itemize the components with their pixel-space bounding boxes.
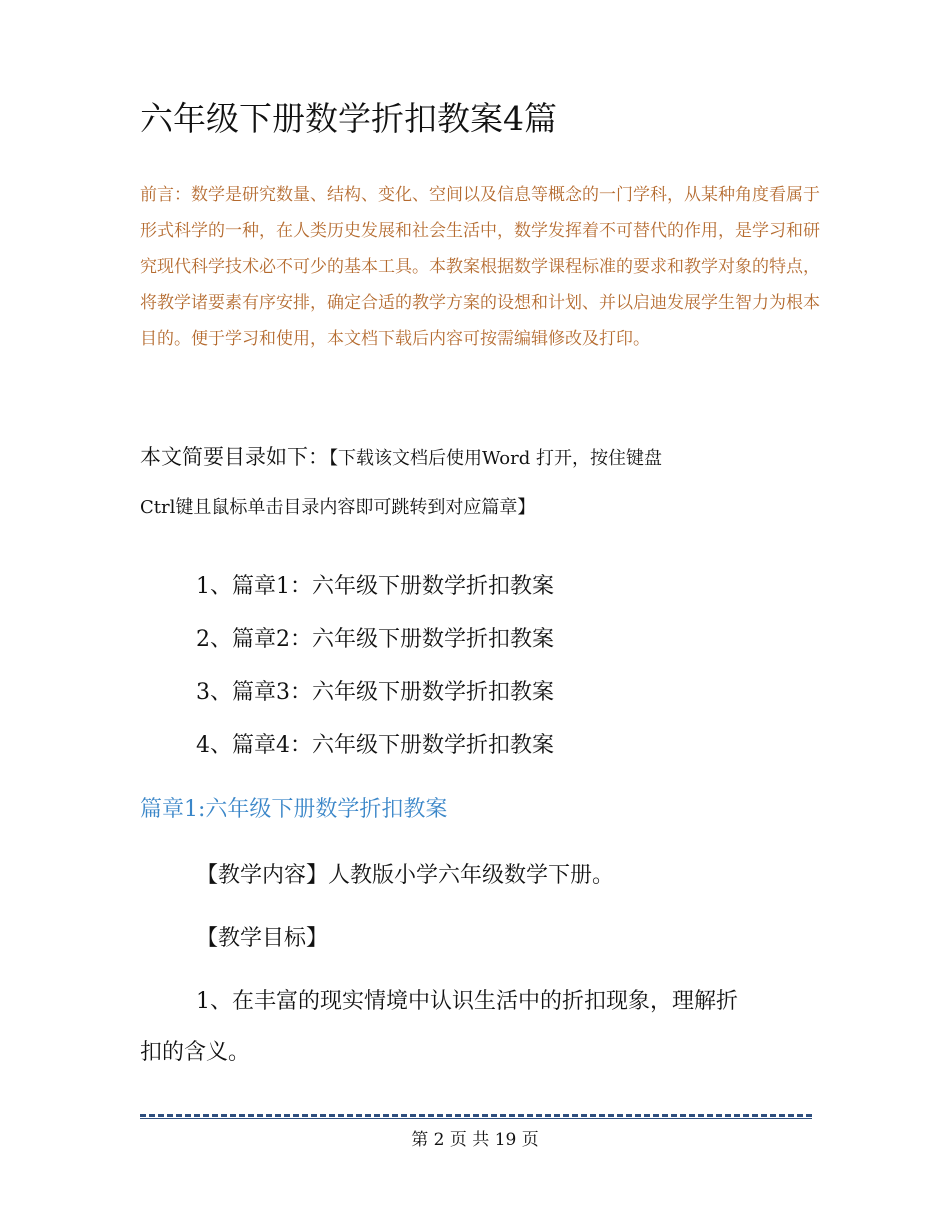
toc-item-3[interactable]: 3、篇章3：六年级下册数学折扣教案 bbox=[196, 680, 554, 705]
teaching-content-paragraph: 【教学内容】人教版小学六年级数学下册。 bbox=[196, 863, 615, 888]
document-title: 六年级下册数学折扣教案4篇 bbox=[140, 99, 557, 138]
teaching-goal-heading: 【教学目标】 bbox=[196, 926, 329, 951]
table-of-contents bbox=[196, 560, 554, 772]
toc-item-2[interactable]: 2、篇章2：六年级下册数学折扣教案 bbox=[196, 627, 554, 652]
toc-intro-line-2: Ctrl键且鼠标单击目录内容即可跳转到对应篇章】 bbox=[140, 497, 536, 518]
chapter-1-heading: 篇章1:六年级下册数学折扣教案 bbox=[140, 797, 448, 822]
objective-1-line-2: 扣的含义。 bbox=[140, 1040, 251, 1065]
toc-intro-line-1 bbox=[140, 440, 662, 476]
toc-intro-lead: 本文简要目录如下： bbox=[140, 445, 329, 469]
footer-divider bbox=[140, 1114, 812, 1117]
objective-1-line-1: 1、在丰富的现实情境中认识生活中的折扣现象，理解折 bbox=[196, 989, 738, 1014]
preface-paragraph: 前言：数学是研究数量、结构、变化、空间以及信息等概念的一门学科，从某种角度看属于形式科学的一种，在人类历史发展和社会生活中，数学发挥着不可替代的作用，是学习和研究现代科学技术必不可少的基本工具。本教案根据数学课程标准的要求和教学对象的特点，将教学诸要素有序安排，确定合适的教学方案的设想和计划、并以启迪发展学生智力为根本目的。便于学习和使用，本文档下载后内容可按需编辑修改及打印。 bbox=[140, 185, 820, 349]
footer-divider-thin bbox=[140, 1118, 812, 1119]
toc-item-4[interactable]: 4、篇章4：六年级下册数学折扣教案 bbox=[196, 733, 554, 758]
page-number: 第 2 页 共 19 页 bbox=[411, 1130, 539, 1150]
toc-intro-hint: 【下载该文档后使用Word 打开，按住键盘 bbox=[329, 448, 662, 469]
toc-item-1[interactable]: 1、篇章1：六年级下册数学折扣教案 bbox=[196, 574, 554, 599]
